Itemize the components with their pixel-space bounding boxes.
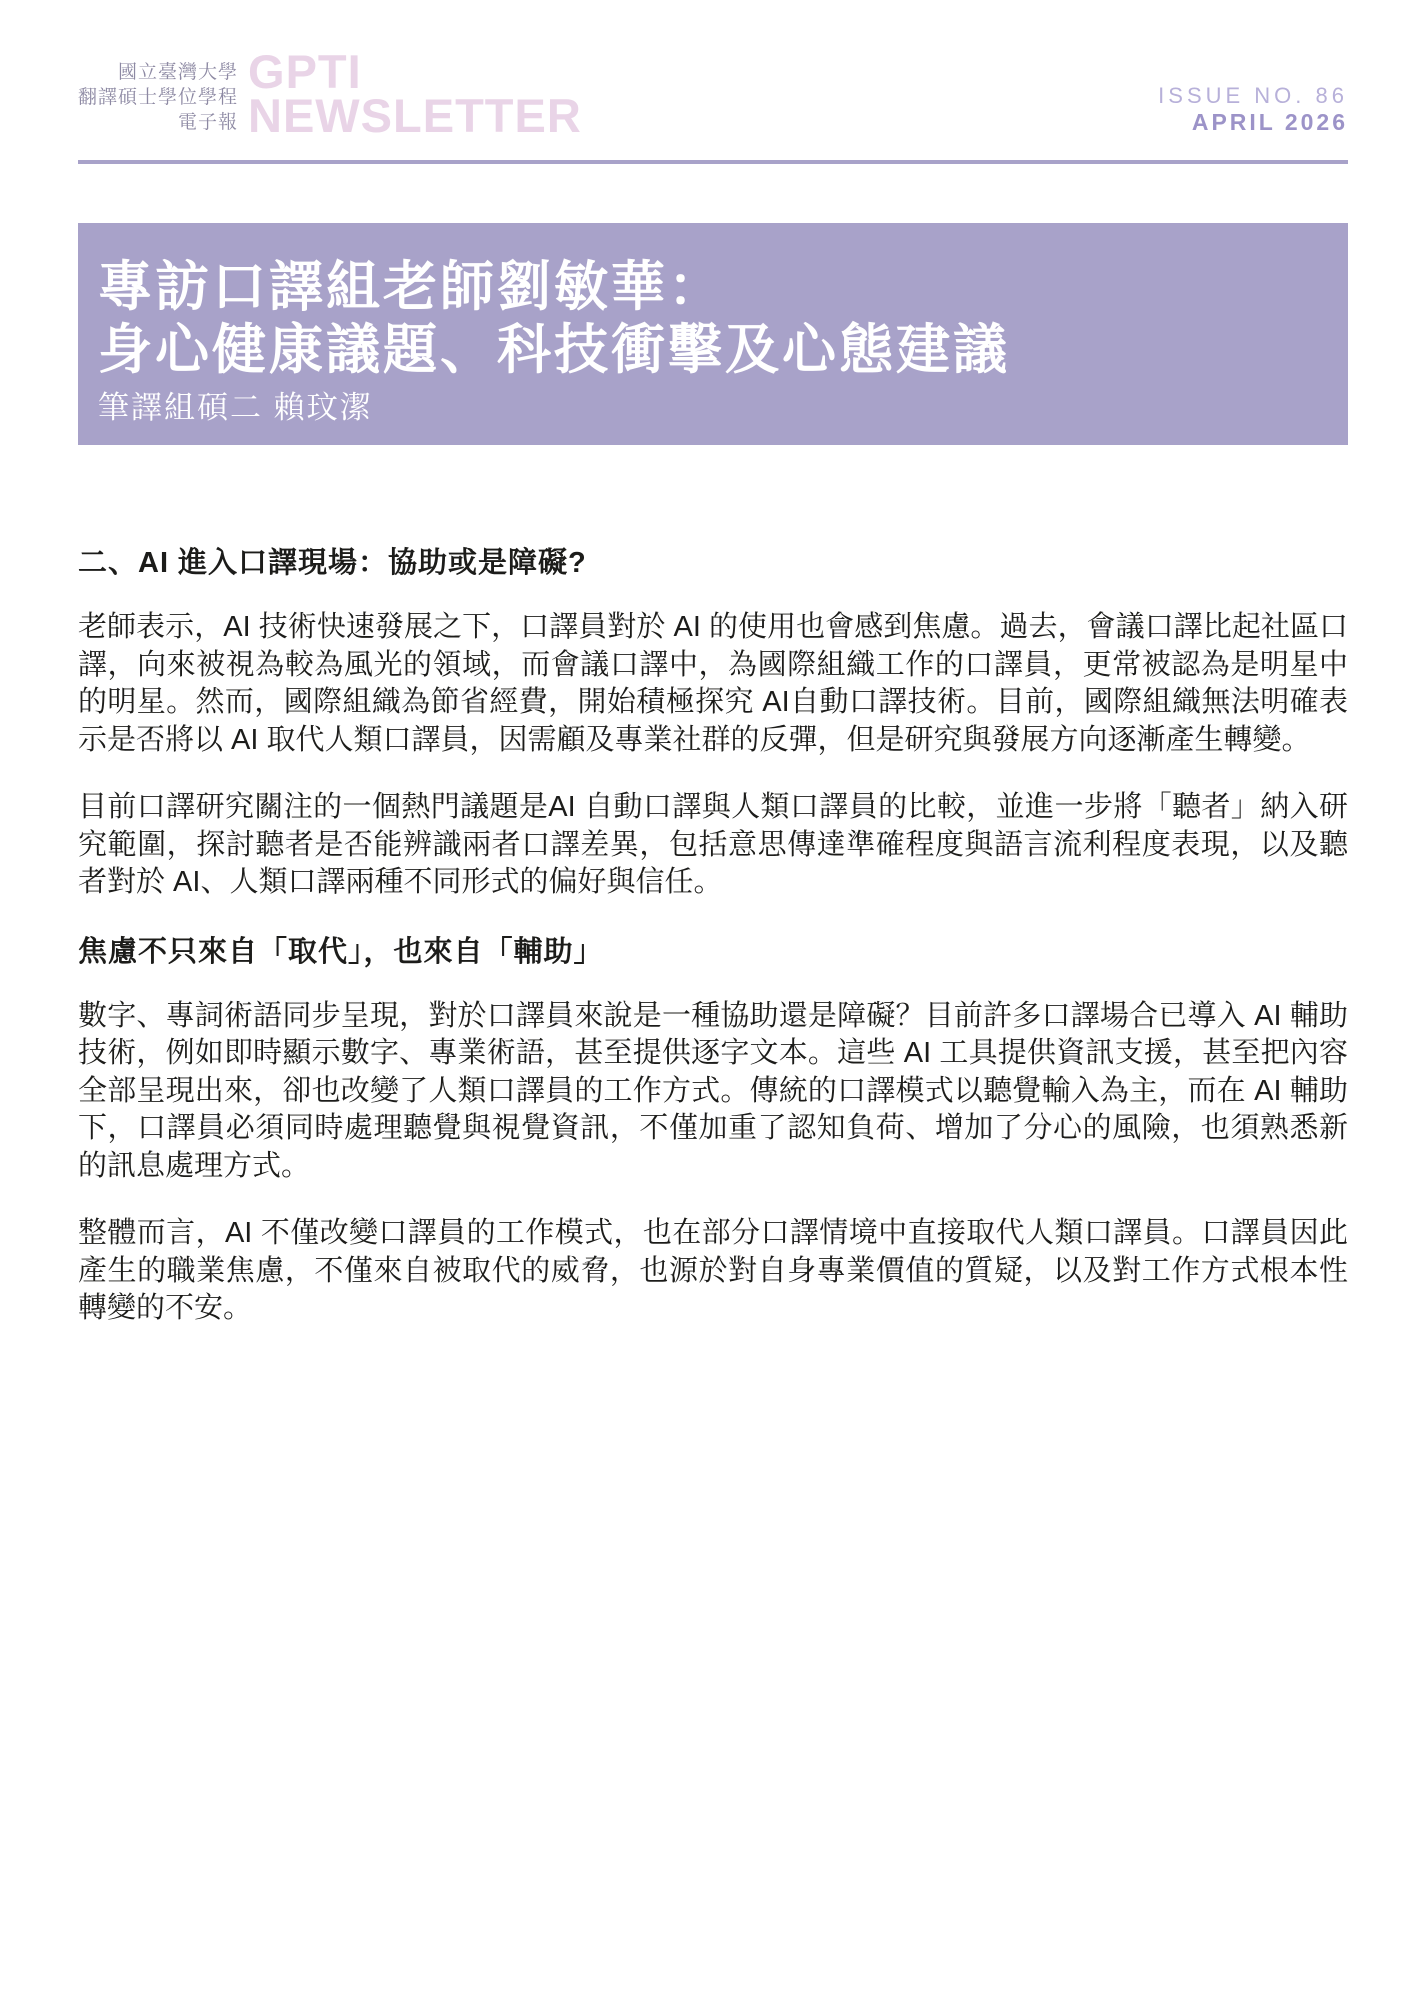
gpti-newsletter-logo [248,45,582,142]
issue-date: APRIL 2026 [1191,109,1348,135]
article-byline: 筆譯組碩二 賴玟潔 [98,390,373,425]
issue-block [1158,83,1348,138]
paragraph-2: 目前口譯研究關注的一個熱門議題是AI 自動口譯與人類口譯員的比較，並進一步將「聽者」納入研究範圍，探討聽者是否能辨識兩者口譯差異，包括意思傳達準確程度與語言流利程度表現，以及聽者對於 AI、人類口譯兩種不同形式的偏好與信任。 [78,791,1348,898]
article-title-line-2: 身心健康議題、科技衝擊及心態建議 [98,320,1010,380]
logo-line-2: NEWSLETTER [248,89,582,142]
logo-line-1: GPTI [248,45,362,98]
org-name [78,60,238,138]
title-banner [78,223,1348,445]
paragraph-3: 數字、專詞術語同步呈現，對於口譯員來說是一種協助還是障礙？目前許多口譯場合已導入 AI 輔助技術，例如即時顯示數字、專業術語，甚至提供逐字文本。這些 AI 工具提供資訊支援，甚至把內容全部呈現出來，卻也改變了人類口譯員的工作方式。傳統的口譯模式以聽覺輸入為主，而在 AI 輔助下，口譯員必須同時處理聽覺與視覺資訊，不僅加重了認知負荷、增加了分心的風險，也須熟悉新的訊息處理方式。 [78,999,1348,1182]
article-title-line-1: 專訪口譯組老師劉敏華： [98,257,725,317]
section-heading: 二、AI 進入口譯現場：協助或是障礙? [78,547,587,579]
org-line-1: 國立臺灣大學 [118,62,239,83]
paragraph-1: 老師表示，AI 技術快速發展之下，口譯員對於 AI 的使用也會感到焦慮。過去，會議口譯比起社區口譯，向來被視為較為風光的領域，而會議口譯中，為國際組織工作的口譯員，更常被認為是明星中的明星。然而，國際組織為節省經費，開始積極探究 AI自動口譯技術。目前，國際組織無法明確表示是否將以 AI 取代人類口譯員，因需顧及專業社群的反彈，但是研究與發展方向逐漸產生轉變。 [78,611,1348,756]
sub-heading: 焦慮不只來自「取代」，也來自「輔助」 [78,935,604,968]
article-title [98,256,1318,382]
article-body [78,543,1348,1358]
org-line-2: 翻譯碩士學位學程 [78,87,239,108]
header [78,45,1348,142]
paragraph-4: 整體而言，AI 不僅改變口譯員的工作模式，也在部分口譯情境中直接取代人類口譯員。口譯員因此產生的職業焦慮，不僅來自被取代的威脅，也源於對自身專業價值的質疑，以及對工作方式根本性轉變的不安。 [78,1217,1348,1324]
logo-cluster [78,45,582,142]
issue-number: ISSUE NO. 86 [1158,83,1348,108]
header-divider [78,160,1348,164]
org-line-3: 電子報 [178,112,239,133]
